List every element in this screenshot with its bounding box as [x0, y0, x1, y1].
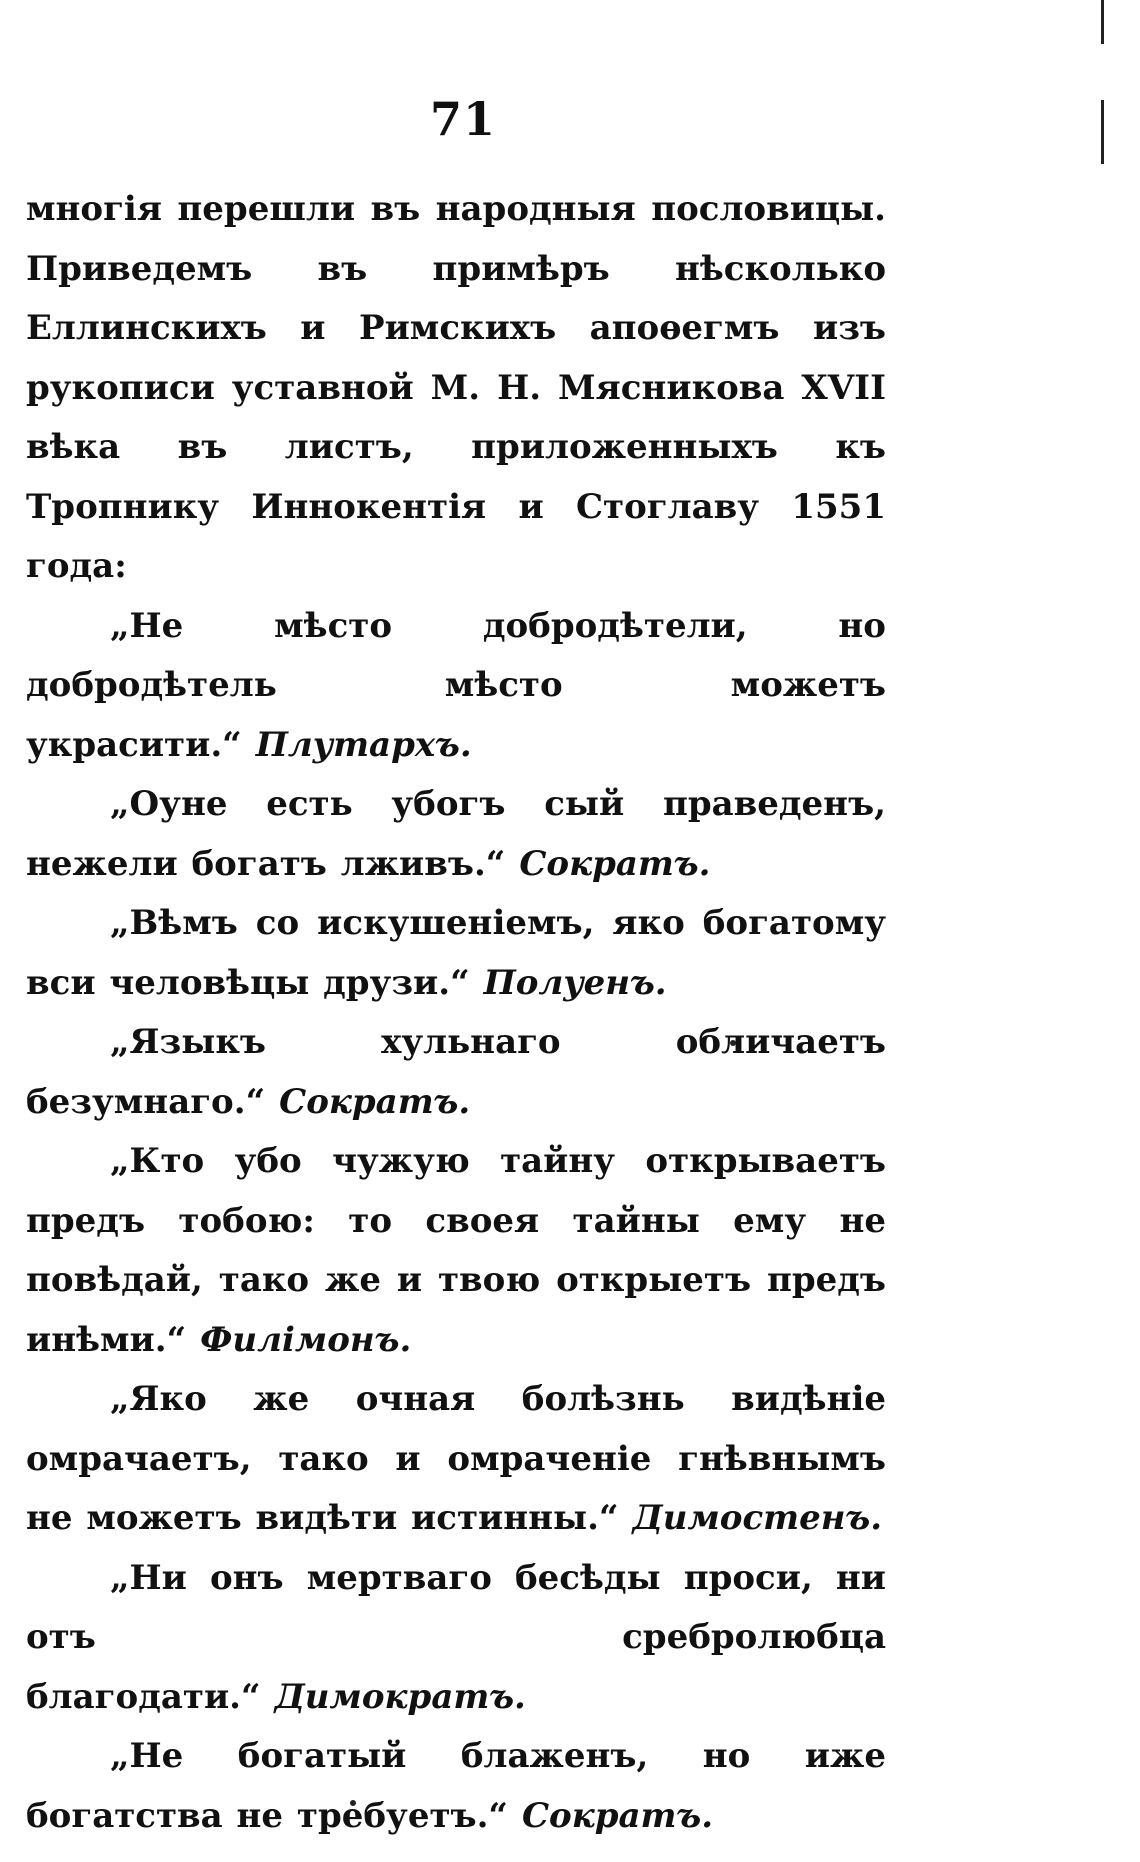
quote-author: Димократъ.: [274, 1676, 526, 1717]
quote-text: „Языкъ хульнаго обличаетъ безумнаго.“: [26, 1022, 886, 1122]
quote-paragraph: [26, 775, 886, 894]
quote-author: Плутархъ.: [255, 724, 472, 765]
quote-paragraph: [26, 597, 886, 776]
quote-author: Сократъ.: [522, 1795, 714, 1836]
quote-text: „Оуне есть убогъ сый праведенъ, нежели богатъ лживъ.“: [26, 784, 886, 884]
quote-paragraph: [26, 1013, 886, 1132]
quote-paragraph: [26, 894, 886, 1013]
quote-text: „Не богатый блаженъ, но иже богатства не требуетъ.“: [26, 1736, 886, 1836]
quote-paragraph: [26, 1370, 886, 1549]
quote-paragraph: [26, 1549, 886, 1728]
intro-paragraph: многія перешли въ народныя пословицы. Приведемъ въ примѣръ нѣсколько Еллинскихъ и Римскихъ апоѳегмъ изъ рукописи уставной М. Н. Мясникова XVII вѣка въ листъ, приложенныхъ къ Тропнику Иннокентія и Стоглаву 1551 года:: [26, 189, 886, 586]
quote-text: „Яко же очная болѣзнь видѣніе омрачаетъ, тако и омраченіе гнѣвнымъ не можетъ видѣти истинны.“: [26, 1379, 886, 1538]
quote-text: „Вѣмъ со искушеніемъ, яко богатому вси человѣцы друзи.“: [26, 903, 886, 1003]
quote-author: Сократъ.: [279, 1081, 471, 1122]
quote-text: „Не мѣсто добродѣтели, но добродѣтель мѣсто можетъ украсити.“: [26, 605, 886, 765]
page-number: 71: [430, 92, 497, 146]
quote-paragraph: [26, 1132, 886, 1370]
scan-edge-mark: [1101, 0, 1104, 44]
text-block: [26, 180, 886, 1846]
quote-author: Димостенъ.: [632, 1498, 883, 1538]
quote-text: „Кто убо чужую тайну открываетъ предъ тобою: то своея тайны ему не повѣдай, тако же и твою открыетъ предъ инѣми.“: [26, 1141, 886, 1360]
scan-edge-mark: [1101, 100, 1104, 164]
quote-author: Филімонъ.: [200, 1319, 412, 1360]
quote-text: „Ни онъ мертваго бесѣды проси, ни отъ сребролюбца благодати.“: [26, 1557, 886, 1717]
quote-author: Полуенъ.: [483, 962, 667, 1003]
quote-author: Сократъ.: [519, 843, 711, 884]
quote-paragraph: [26, 1727, 886, 1846]
